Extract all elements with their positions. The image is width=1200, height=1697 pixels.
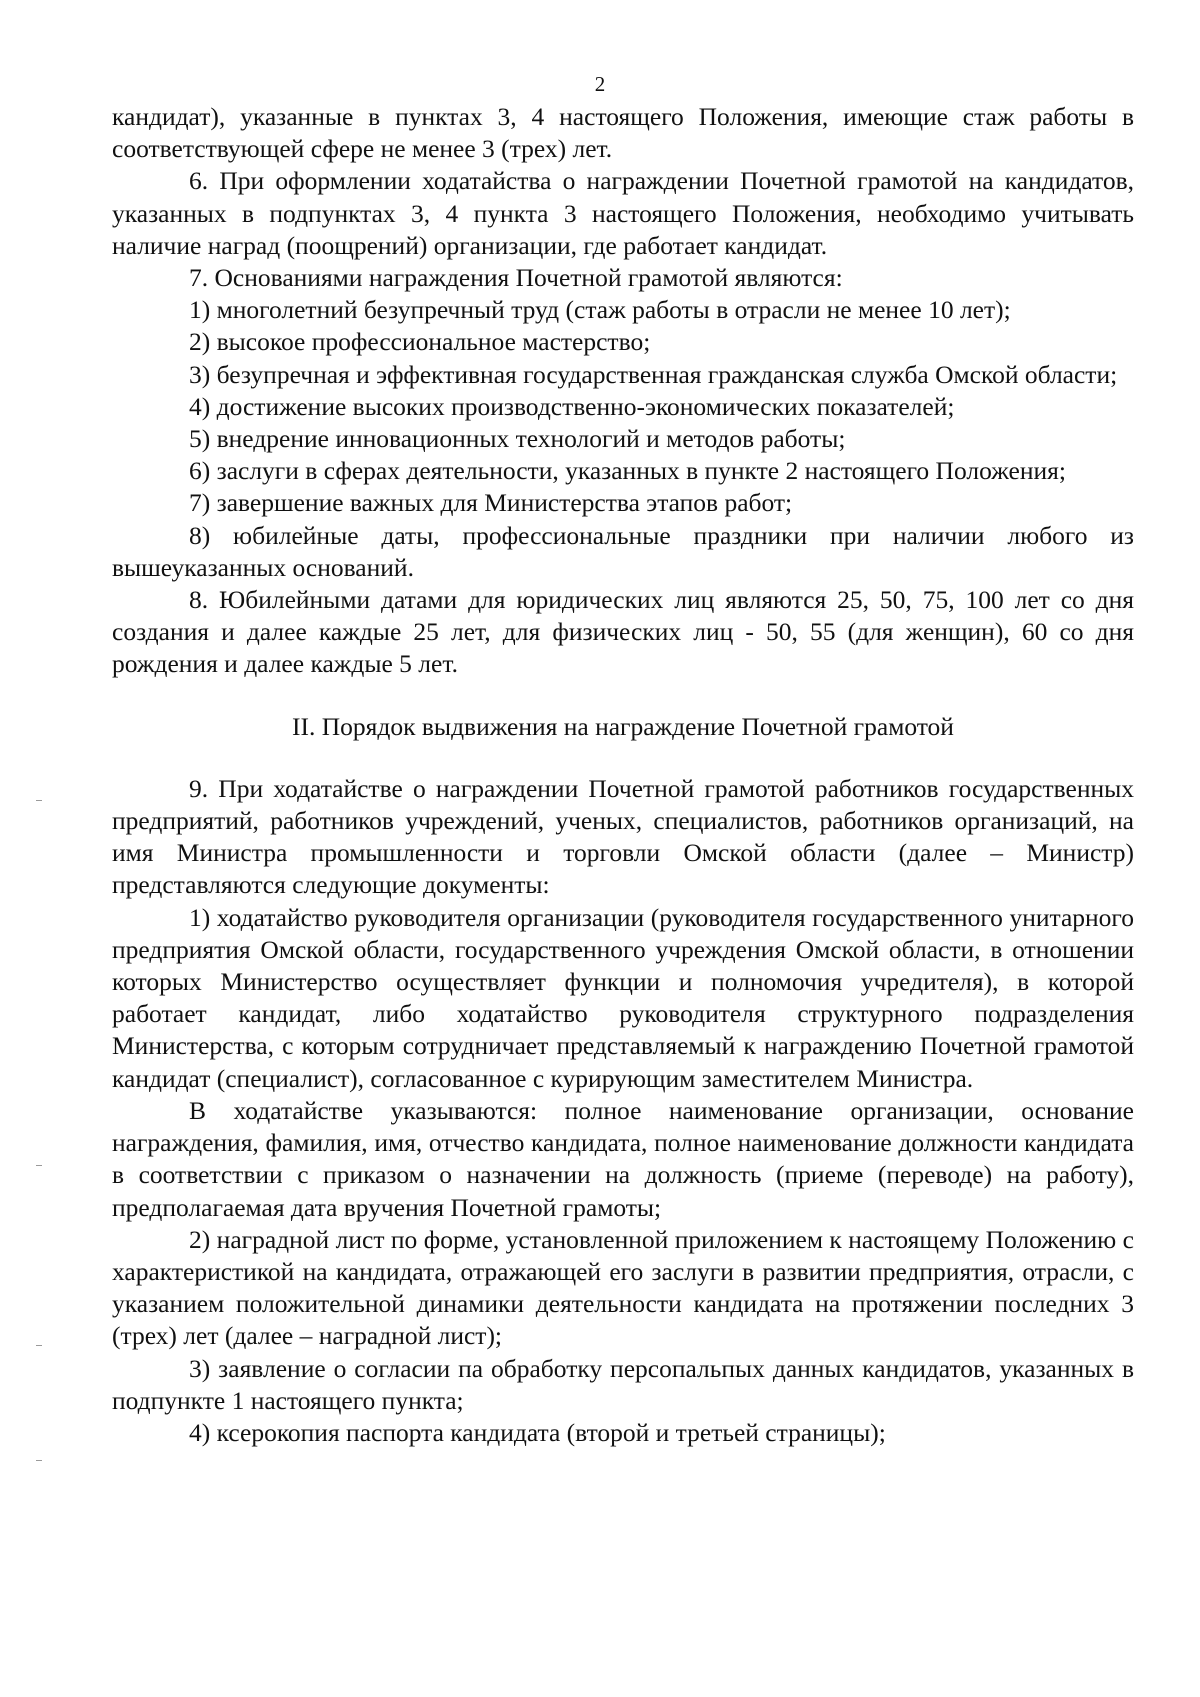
scan-margin-mark bbox=[36, 1460, 42, 1461]
paragraph: 3) заявление о согласии па обработку персопальпых данных кандидатов, указанных в подпункте 1 настоящего пункта; bbox=[112, 1353, 1134, 1415]
paragraph: 3) безупречная и эффективная государственная гражданская служба Омской области; bbox=[189, 359, 1118, 389]
document-body bbox=[112, 101, 1134, 1449]
paragraph: 1) ходатайство руководителя организации (руководителя государственного унитарного предприятия Омской области, государственного учреждения Омской области, в отношении которых Министерство осуществляет функции и полномочия учредителя), в которой работает кандидат, либо ходатайство руководителя структурного подразделения Министерства, с которым сотрудничает представляемый к награждению Почетной грамотой кандидат (специалист), согласованное с курирующим заместителем Министра. bbox=[112, 902, 1134, 1093]
paragraph: 6) заслуги в сферах деятельности, указанных в пункте 2 настоящего Положения; bbox=[189, 456, 1066, 486]
paragraph: 8. Юбилейными датами для юридических лиц являются 25, 50, 75, 100 лет со дня создания и далее каждые 25 лет, для физических лиц - 50, 55 (для женщин), 60 со дня рождения и далее каждые 5 лет. bbox=[112, 585, 1134, 679]
paragraph: 4) достижение высоких производственно-экономических показателей; bbox=[189, 391, 955, 421]
section-2-body bbox=[112, 773, 1134, 1449]
page-number: 2 bbox=[594, 72, 606, 96]
paragraph: 2) наградной лист по форме, установленной приложением к настоящему Положению с характеристикой на кандидата, отражающей его заслуги в развитии предприятия, отрасли, с указанием положительной динамики деятельности кандидата на протяжении последних 3 (трех) лет (далее – наградной лист); bbox=[112, 1224, 1134, 1351]
paragraph: 2) высокое профессиональное мастерство; bbox=[189, 327, 651, 357]
section-2-heading: II. Порядок выдвижения на награждение Почетной грамотой bbox=[292, 711, 954, 741]
paragraph: 4) ксерокопия паспорта кандидата (второй и третьей страницы); bbox=[189, 1417, 886, 1447]
paragraph: кандидат), указанные в пунктах 3, 4 настоящего Положения, имеющие стаж работы в соответствующей сфере не менее 3 (трех) лет. bbox=[112, 102, 1134, 164]
paragraph: 6. При оформлении ходатайства о награждении Почетной грамотой на кандидатов, указанных в подпунктах 3, 4 пункта 3 настоящего Положения, необходимо учитывать наличие наград (поощрений) организации, где работает кандидат. bbox=[112, 166, 1134, 260]
paragraph: 7) завершение важных для Министерства этапов работ; bbox=[189, 488, 793, 518]
scan-margin-mark bbox=[36, 1345, 42, 1346]
paragraph: 1) многолетний безупречный труд (стаж работы в отрасли не менее 10 лет); bbox=[189, 295, 1011, 325]
scan-margin-mark bbox=[36, 800, 42, 801]
paragraph: 5) внедрение инновационных технологий и методов работы; bbox=[189, 424, 846, 454]
paragraph: 7. Основаниями награждения Почетной грамотой являются: bbox=[189, 263, 843, 293]
scan-margin-mark bbox=[36, 1165, 42, 1166]
paragraph: 9. При ходатайстве о награждении Почетной грамотой работников государственных предприятий, работников учреждений, ученых, специалистов, работников организаций, на имя Министра промышленности и торговли Омской области (далее – Министр) представляются следующие документы: bbox=[112, 773, 1134, 900]
paragraph: 8) юбилейные даты, профессиональные праздники при наличии любого из вышеуказанных оснований. bbox=[112, 520, 1134, 582]
paragraph: В ходатайстве указываются: полное наименование организации, основание награждения, фамилия, имя, отчество кандидата, полное наименование должности кандидата в соответствии с приказом о назначении на должность (приеме (переводе) на работу), предполагаемая дата вручения Почетной грамоты; bbox=[112, 1095, 1134, 1222]
section-1-body bbox=[112, 101, 1134, 681]
